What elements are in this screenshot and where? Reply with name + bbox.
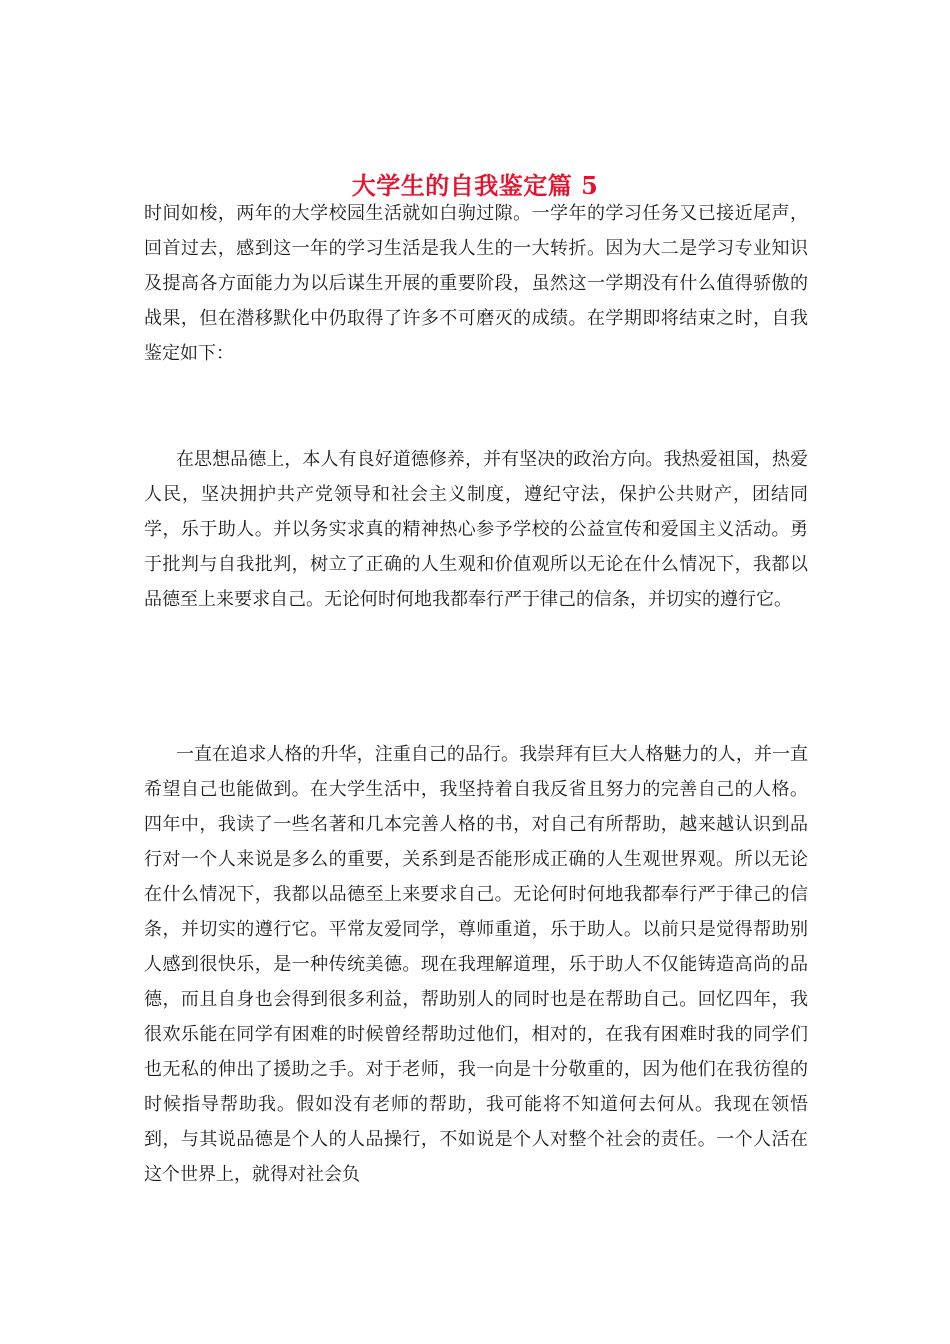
document-title: 大学生的自我鉴定篇 5 xyxy=(351,171,599,201)
paragraph-intro: 时间如梭，两年的大学校园生活就如白驹过隙。一学年的学习任务又已接近尾声，回首过去，感到这一年的学习生活是我人生的一大转折。因为大二是学习专业知识及提高各方面能力为以后谋生开展的重要阶段，虽然这一学期没有什么值得骄傲的战果，但在潜移默化中仍取得了许多不可磨灭的成绩。在学期即将结束之时，自我鉴定如下： xyxy=(144,203,808,364)
paragraph-moral-character: 在思想品德上，本人有良好道德修养，并有坚决的政治方向。我热爱祖国，热爱人民，坚决拥护共产党领导和社会主义制度，遵纪守法，保护公共财产，团结同学，乐于助人。并以务实求真的精神热心参予学校的公益宣传和爱国主义活动。勇于批判与自我批判，树立了正确的人生观和价值观所以无论在什么情况下，我都以品德至上来要求自己。无论何时何地我都奉行严于律己的信条，并切实的遵行它。 xyxy=(144,449,808,610)
paragraph-personality: 一直在追求人格的升华，注重自己的品行。我崇拜有巨大人格魅力的人，并一直希望自己也能做到。在大学生活中，我坚持着自我反省且努力的完善自己的人格。四年中，我读了一些名著和几本完善人格的书，对自己有所帮助，越来越认识到品行对一个人来说是多么的重要，关系到是否能形成正确的人生观世界观。所以无论在什么情况下，我都以品德至上来要求自己。无论何时何地我都奉行严于律己的信条，并切实的遵行它。平常友爱同学，尊师重道，乐于助人。以前只是觉得帮助别人感到很快乐，是一种传统美德。现在我理解道理，乐于助人不仅能铸造高尚的品德，而且自身也会得到很多利益，帮助别人的同时也是在帮助自己。回忆四年，我很欢乐能在同学有困难的时候曾经帮助过他们，相对的，在我有困难时我的同学们也无私的伸出了援助之手。对于老师，我一向是十分敬重的，因为他们在我彷徨的时候指导帮助我。假如没有老师的帮助，我可能将不知道何去何从。我现在领悟到，与其说品德是个人的人品操行，不如说是个人对整个社会的责任。一个人活在这个世界上，就得对社会负 xyxy=(144,744,808,1185)
